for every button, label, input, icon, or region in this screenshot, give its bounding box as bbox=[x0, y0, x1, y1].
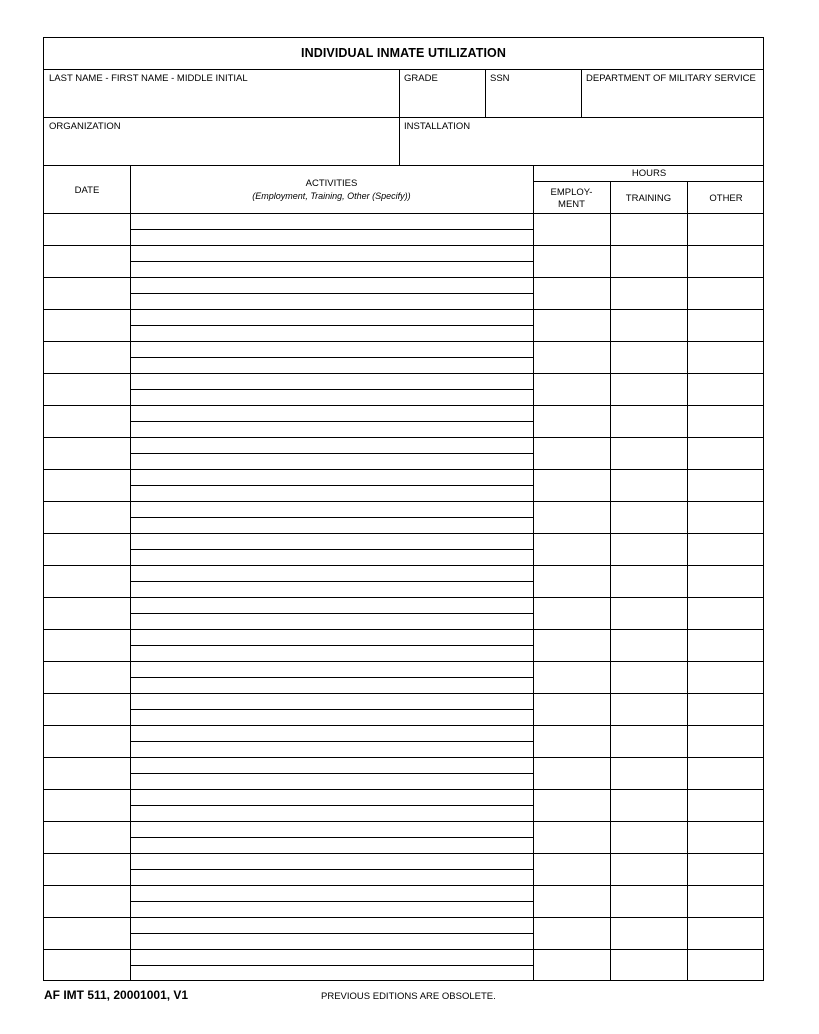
training-hours-cell[interactable] bbox=[613, 439, 689, 469]
activity-line-1[interactable] bbox=[133, 694, 535, 710]
date-cell[interactable] bbox=[46, 663, 132, 693]
training-hours-cell[interactable] bbox=[613, 247, 689, 277]
obsolete-notice: PREVIOUS EDITIONS ARE OBSOLETE. bbox=[321, 991, 496, 1002]
last-name-label: LAST NAME - FIRST NAME - MIDDLE INITIAL bbox=[49, 73, 248, 84]
activity-line-2[interactable] bbox=[133, 262, 535, 278]
activity-line-1[interactable] bbox=[133, 566, 535, 582]
activity-line-1[interactable] bbox=[133, 246, 535, 262]
activity-line-2[interactable] bbox=[133, 550, 535, 566]
other-hours-cell[interactable] bbox=[690, 247, 766, 277]
other-hours-cell[interactable] bbox=[690, 471, 766, 501]
activity-line-2[interactable] bbox=[133, 486, 535, 502]
other-hours-cell[interactable] bbox=[690, 727, 766, 757]
employment-hours-cell[interactable] bbox=[536, 951, 612, 981]
other-hours-cell[interactable] bbox=[690, 855, 766, 885]
date-cell[interactable] bbox=[46, 247, 132, 277]
divider bbox=[44, 69, 763, 70]
training-hours-cell[interactable] bbox=[613, 695, 689, 725]
divider bbox=[533, 181, 763, 182]
training-hours-cell[interactable] bbox=[613, 823, 689, 853]
other-hours-cell[interactable] bbox=[690, 951, 766, 981]
training-hours-cell[interactable] bbox=[613, 855, 689, 885]
date-cell[interactable] bbox=[46, 567, 132, 597]
activity-line-1[interactable] bbox=[133, 598, 535, 614]
date-cell[interactable] bbox=[46, 279, 132, 309]
employment-hours-cell[interactable] bbox=[536, 631, 612, 661]
activity-line-2[interactable] bbox=[133, 678, 535, 694]
activity-line-1[interactable] bbox=[133, 918, 535, 934]
training-hours-cell[interactable] bbox=[613, 535, 689, 565]
installation-label: INSTALLATION bbox=[404, 121, 471, 132]
employment-hours-cell[interactable] bbox=[536, 887, 612, 917]
activity-line-2[interactable] bbox=[133, 806, 535, 822]
date-cell[interactable] bbox=[46, 375, 132, 405]
other-hours-cell[interactable] bbox=[690, 311, 766, 341]
grade-label: GRADE bbox=[404, 73, 438, 84]
date-cell[interactable] bbox=[46, 439, 132, 469]
other-hours-cell[interactable] bbox=[690, 599, 766, 629]
activity-line-2[interactable] bbox=[133, 838, 535, 854]
date-cell[interactable] bbox=[46, 311, 132, 341]
activity-line-2[interactable] bbox=[133, 614, 535, 630]
department-label: DEPARTMENT OF MILITARY SERVICE bbox=[586, 73, 756, 84]
activity-line-2[interactable] bbox=[133, 294, 535, 310]
employment-hours-cell[interactable] bbox=[536, 471, 612, 501]
activity-line-2[interactable] bbox=[133, 902, 535, 918]
date-cell[interactable] bbox=[46, 951, 132, 981]
activities-header bbox=[130, 178, 533, 202]
other-hours-cell[interactable] bbox=[690, 535, 766, 565]
activity-line-2[interactable] bbox=[133, 934, 535, 950]
organization-field[interactable] bbox=[48, 134, 400, 164]
activity-line-1[interactable] bbox=[133, 534, 535, 550]
employment-hours-cell[interactable] bbox=[536, 375, 612, 405]
employment-hours-cell[interactable] bbox=[536, 311, 612, 341]
activity-line-2[interactable] bbox=[133, 390, 535, 406]
activity-line-2[interactable] bbox=[133, 582, 535, 598]
activity-line-2[interactable] bbox=[133, 454, 535, 470]
date-cell[interactable] bbox=[46, 215, 132, 245]
date-cell[interactable] bbox=[46, 695, 132, 725]
activity-line-2[interactable] bbox=[133, 326, 535, 342]
date-cell[interactable] bbox=[46, 343, 132, 373]
other-hours-cell[interactable] bbox=[690, 567, 766, 597]
activity-line-1[interactable] bbox=[133, 342, 535, 358]
training-hours-cell[interactable] bbox=[613, 951, 689, 981]
employment-hours-cell[interactable] bbox=[536, 247, 612, 277]
training-hours-cell[interactable] bbox=[613, 567, 689, 597]
employment-header-line2: MENT bbox=[558, 199, 585, 210]
other-hours-cell[interactable] bbox=[690, 791, 766, 821]
other-hours-cell[interactable] bbox=[690, 759, 766, 789]
other-hours-cell[interactable] bbox=[690, 439, 766, 469]
employment-hours-cell[interactable] bbox=[536, 503, 612, 533]
training-header: TRAINING bbox=[625, 193, 672, 204]
training-hours-cell[interactable] bbox=[613, 343, 689, 373]
activity-line-1[interactable] bbox=[133, 470, 535, 486]
activity-line-1[interactable] bbox=[133, 726, 535, 742]
employment-hours-cell[interactable] bbox=[536, 279, 612, 309]
other-header: OTHER bbox=[709, 193, 743, 204]
date-cell[interactable] bbox=[46, 855, 132, 885]
form-id: AF IMT 511, 20001001, V1 bbox=[44, 988, 189, 1002]
training-hours-cell[interactable] bbox=[613, 503, 689, 533]
activity-line-1[interactable] bbox=[133, 662, 535, 678]
date-cell[interactable] bbox=[46, 727, 132, 757]
other-hours-cell[interactable] bbox=[690, 695, 766, 725]
activity-line-1[interactable] bbox=[133, 278, 535, 294]
employment-hours-cell[interactable] bbox=[536, 791, 612, 821]
training-hours-cell[interactable] bbox=[613, 791, 689, 821]
activity-line-1[interactable] bbox=[133, 630, 535, 646]
date-cell[interactable] bbox=[46, 599, 132, 629]
activity-line-2[interactable] bbox=[133, 774, 535, 790]
other-hours-cell[interactable] bbox=[690, 631, 766, 661]
activities-title: ACTIVITIES bbox=[305, 178, 358, 189]
activity-line-2[interactable] bbox=[133, 422, 535, 438]
employment-hours-cell[interactable] bbox=[536, 535, 612, 565]
date-cell[interactable] bbox=[46, 535, 132, 565]
other-hours-cell[interactable] bbox=[690, 375, 766, 405]
other-hours-cell[interactable] bbox=[690, 503, 766, 533]
training-hours-cell[interactable] bbox=[613, 631, 689, 661]
training-hours-cell[interactable] bbox=[613, 471, 689, 501]
installation-field[interactable] bbox=[403, 134, 764, 164]
activity-line-1[interactable] bbox=[133, 822, 535, 838]
employment-hours-cell[interactable] bbox=[536, 855, 612, 885]
employment-hours-cell[interactable] bbox=[536, 599, 612, 629]
other-hours-cell[interactable] bbox=[690, 279, 766, 309]
employment-header bbox=[533, 187, 610, 211]
date-cell[interactable] bbox=[46, 407, 132, 437]
employment-hours-cell[interactable] bbox=[536, 439, 612, 469]
activities-subtitle: (Employment, Training, Other (Specify)) bbox=[252, 191, 411, 201]
date-header: DATE bbox=[74, 185, 100, 196]
employment-header-line1: EMPLOY- bbox=[550, 187, 593, 198]
date-cell[interactable] bbox=[46, 631, 132, 661]
other-hours-cell[interactable] bbox=[690, 407, 766, 437]
training-hours-cell[interactable] bbox=[613, 919, 689, 949]
activity-line-1[interactable] bbox=[133, 502, 535, 518]
other-hours-cell[interactable] bbox=[690, 823, 766, 853]
training-hours-cell[interactable] bbox=[613, 215, 689, 245]
other-hours-cell[interactable] bbox=[690, 919, 766, 949]
date-cell[interactable] bbox=[46, 791, 132, 821]
activity-line-1[interactable] bbox=[133, 310, 535, 326]
activity-line-1[interactable] bbox=[133, 758, 535, 774]
training-hours-cell[interactable] bbox=[613, 887, 689, 917]
employment-hours-cell[interactable] bbox=[536, 919, 612, 949]
activity-line-1[interactable] bbox=[133, 950, 535, 966]
employment-hours-cell[interactable] bbox=[536, 567, 612, 597]
training-hours-cell[interactable] bbox=[613, 727, 689, 757]
organization-label: ORGANIZATION bbox=[49, 121, 121, 132]
training-hours-cell[interactable] bbox=[613, 759, 689, 789]
other-hours-cell[interactable] bbox=[690, 663, 766, 693]
training-hours-cell[interactable] bbox=[613, 599, 689, 629]
department-field[interactable] bbox=[585, 86, 764, 116]
employment-hours-cell[interactable] bbox=[536, 823, 612, 853]
activity-line-1[interactable] bbox=[133, 790, 535, 806]
training-hours-cell[interactable] bbox=[613, 311, 689, 341]
other-hours-cell[interactable] bbox=[690, 887, 766, 917]
activity-line-1[interactable] bbox=[133, 374, 535, 390]
other-hours-cell[interactable] bbox=[690, 215, 766, 245]
date-cell[interactable] bbox=[46, 471, 132, 501]
last-name-field[interactable] bbox=[48, 86, 400, 116]
employment-hours-cell[interactable] bbox=[536, 663, 612, 693]
date-cell[interactable] bbox=[46, 919, 132, 949]
other-hours-cell[interactable] bbox=[690, 343, 766, 373]
employment-hours-cell[interactable] bbox=[536, 695, 612, 725]
activity-line-1[interactable] bbox=[133, 438, 535, 454]
training-hours-cell[interactable] bbox=[613, 279, 689, 309]
form-title: INDIVIDUAL INMATE UTILIZATION bbox=[301, 46, 506, 60]
activity-line-2[interactable] bbox=[133, 518, 535, 534]
grade-field[interactable] bbox=[403, 86, 486, 116]
date-cell[interactable] bbox=[46, 823, 132, 853]
divider bbox=[44, 165, 763, 166]
ssn-field[interactable] bbox=[489, 86, 582, 116]
employment-hours-cell[interactable] bbox=[536, 343, 612, 373]
activity-line-1[interactable] bbox=[133, 214, 535, 230]
hours-header: HOURS bbox=[631, 168, 667, 179]
inmate-utilization-form bbox=[43, 37, 764, 981]
activity-line-2[interactable] bbox=[133, 646, 535, 662]
activity-line-2[interactable] bbox=[133, 710, 535, 726]
activity-line-2[interactable] bbox=[133, 870, 535, 886]
date-cell[interactable] bbox=[46, 503, 132, 533]
employment-hours-cell[interactable] bbox=[536, 727, 612, 757]
activity-line-2[interactable] bbox=[133, 742, 535, 758]
training-hours-cell[interactable] bbox=[613, 407, 689, 437]
activity-line-1[interactable] bbox=[133, 406, 535, 422]
training-hours-cell[interactable] bbox=[613, 663, 689, 693]
date-cell[interactable] bbox=[46, 887, 132, 917]
activity-line-1[interactable] bbox=[133, 854, 535, 870]
training-hours-cell[interactable] bbox=[613, 375, 689, 405]
activity-line-2[interactable] bbox=[133, 358, 535, 374]
employment-hours-cell[interactable] bbox=[536, 759, 612, 789]
activity-line-2[interactable] bbox=[133, 966, 535, 982]
divider bbox=[44, 117, 763, 118]
activity-line-1[interactable] bbox=[133, 886, 535, 902]
ssn-label: SSN bbox=[490, 73, 510, 84]
employment-hours-cell[interactable] bbox=[536, 215, 612, 245]
date-cell[interactable] bbox=[46, 759, 132, 789]
employment-hours-cell[interactable] bbox=[536, 407, 612, 437]
activity-line-2[interactable] bbox=[133, 230, 535, 246]
